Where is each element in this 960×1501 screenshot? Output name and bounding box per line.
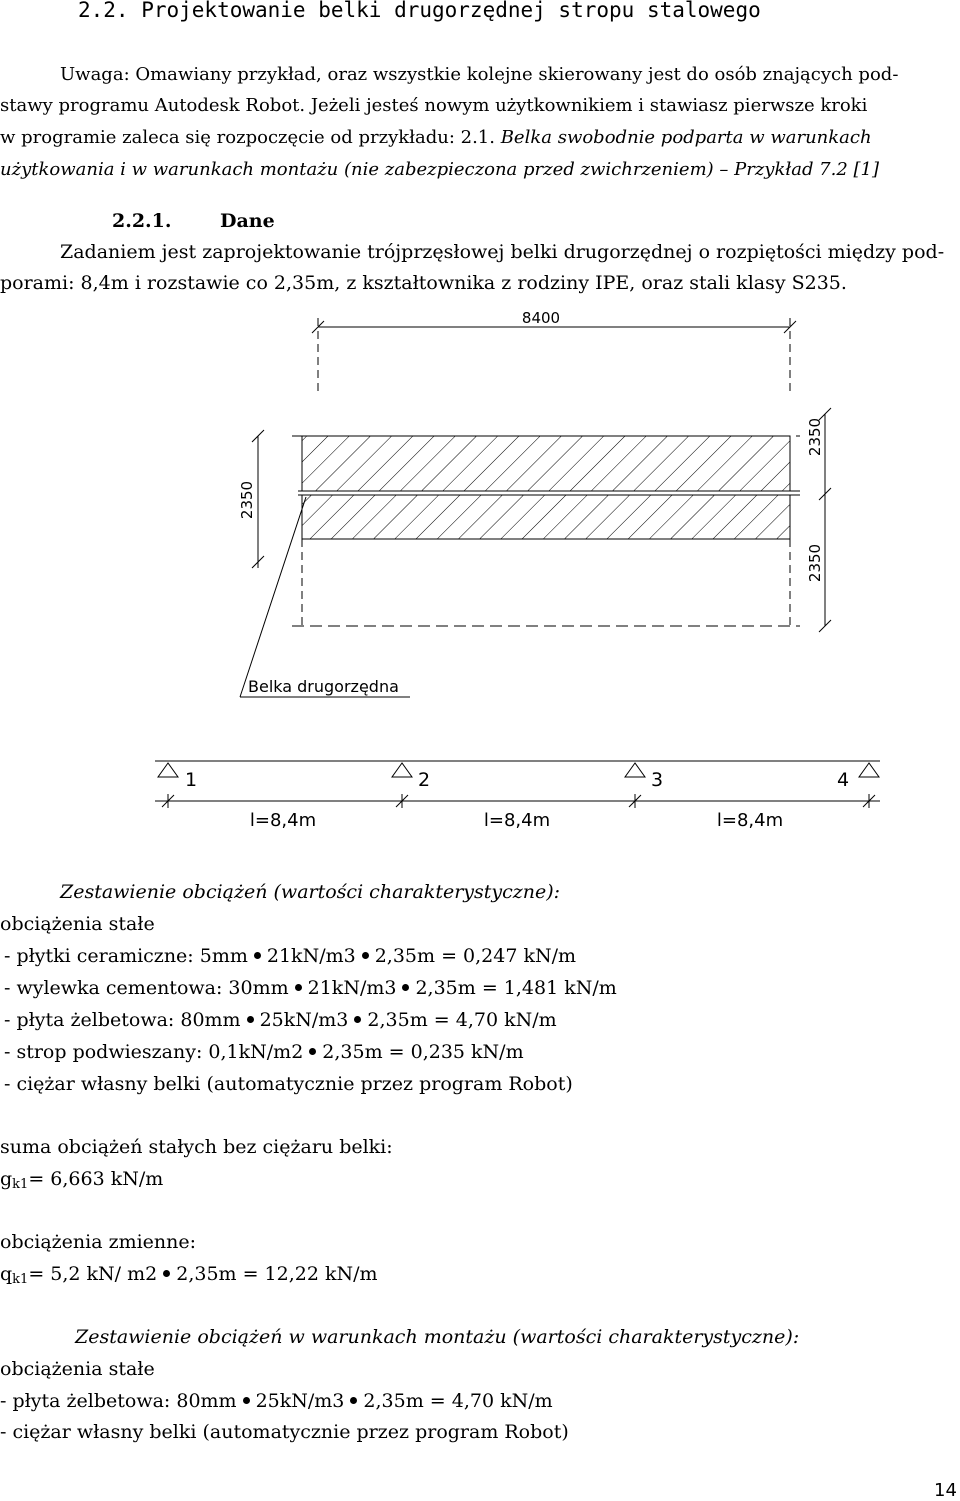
page-number: 14 (934, 1480, 957, 1501)
span-label-1: l=8,4m (249, 810, 317, 831)
load-item-4: - strop podwieszany: 0,1kN/m2 2,35m = 0,235 kN/m (4, 1041, 524, 1063)
slab-hatch-bottom (302, 495, 790, 539)
qk1-value: $q_{k1}= 5,2$ kN/ m2 2,35m = 12,22 kN/m (0, 1263, 378, 1287)
subsection-title: Dane (220, 210, 275, 232)
slab-hatch-top (302, 436, 790, 491)
support-4-icon (859, 763, 879, 777)
support-label-1: 1 (185, 769, 198, 791)
loads-title: Zestawienie obciążeń (wartości charakterystyczne): (60, 881, 561, 903)
note-line-4: użytkowania i w warunkach montażu (nie zabezpieczona przed zwichrzeniem) – Przykład 7.2 [1] (0, 159, 880, 180)
section-heading: 2.2. Projektowanie belki drugorzędnej stropu stalowego (78, 0, 761, 22)
gk1-value: $g_{k1}= 6,663$ kN/m (0, 1168, 164, 1192)
dim-left-label: 2350 (238, 480, 256, 520)
assembly-title: Zestawienie obciążeń w warunkach montażu (wartości charakterystyczne): (75, 1326, 800, 1348)
load-item-1: - płytki ceramiczne: 5mm 21kN/m3 2,35m = 0,247 kN/m (4, 945, 577, 967)
dim-top-label: 8400 (521, 309, 561, 327)
dead-sum-label: suma obciążeń stałych bez ciężaru belki: (0, 1136, 393, 1158)
note-line-3-italic: Belka swobodnie podparta w warunkach (494, 127, 872, 148)
beam-label: Belka drugorzędna (248, 677, 399, 696)
load-item-3: - płyta żelbetowa: 80mm 25kN/m3 2,35m = 4,70 kN/m (4, 1009, 557, 1031)
note-line-3 (0, 127, 872, 148)
span-label-3: l=8,4m (716, 810, 784, 831)
dim-right-bottom-label: 2350 (806, 543, 824, 583)
support-3-icon (625, 763, 645, 777)
support-label-2: 2 (418, 769, 431, 791)
support-label-3: 3 (651, 769, 664, 791)
subsection-number: 2.2.1. (112, 210, 172, 232)
note-line-3-plain: w programie zaleca się rozpoczęcie od przykładu: 2.1. (0, 127, 495, 148)
dim-right-top-label: 2350 (806, 417, 824, 457)
data-line-1: Zadaniem jest zaprojektowanie trójprzęsłowej belki drugorzędnej o rozpiętości między pod- (60, 241, 945, 263)
support-label-4: 4 (837, 769, 850, 791)
support-2-icon (392, 763, 412, 777)
assembly-item-1: - płyta żelbetowa: 80mm 25kN/m3 2,35m = 4,70 kN/m (0, 1390, 553, 1412)
load-self-weight: - ciężar własny belki (automatycznie przez program Robot) (4, 1073, 573, 1095)
loads-dead-label: obciążenia stałe (0, 913, 155, 935)
support-1-icon (158, 763, 178, 777)
span-label-2: l=8,4m (483, 810, 551, 831)
data-line-2: porami: 8,4m i rozstawie co 2,35m, z kształtownika z rodziny IPE, oraz stali klasy S235. (0, 272, 847, 294)
beam-scheme (0, 740, 960, 840)
live-load-label: obciążenia zmienne: (0, 1231, 197, 1253)
assembly-dead-label: obciążenia stałe (0, 1358, 155, 1380)
floor-plan-drawing (0, 300, 960, 710)
note-line-1: Uwaga: Omawiany przykład, oraz wszystkie kolejne skierowany jest do osób znających pod- (60, 64, 899, 85)
assembly-item-2: - ciężar własny belki (automatycznie przez program Robot) (0, 1421, 569, 1443)
load-item-2: - wylewka cementowa: 30mm 21kN/m3 2,35m = 1,481 kN/m (4, 977, 617, 999)
note-line-2: stawy programu Autodesk Robot. Jeżeli jesteś nowym użytkownikiem i stawiasz pierwsze kroki (0, 95, 868, 116)
